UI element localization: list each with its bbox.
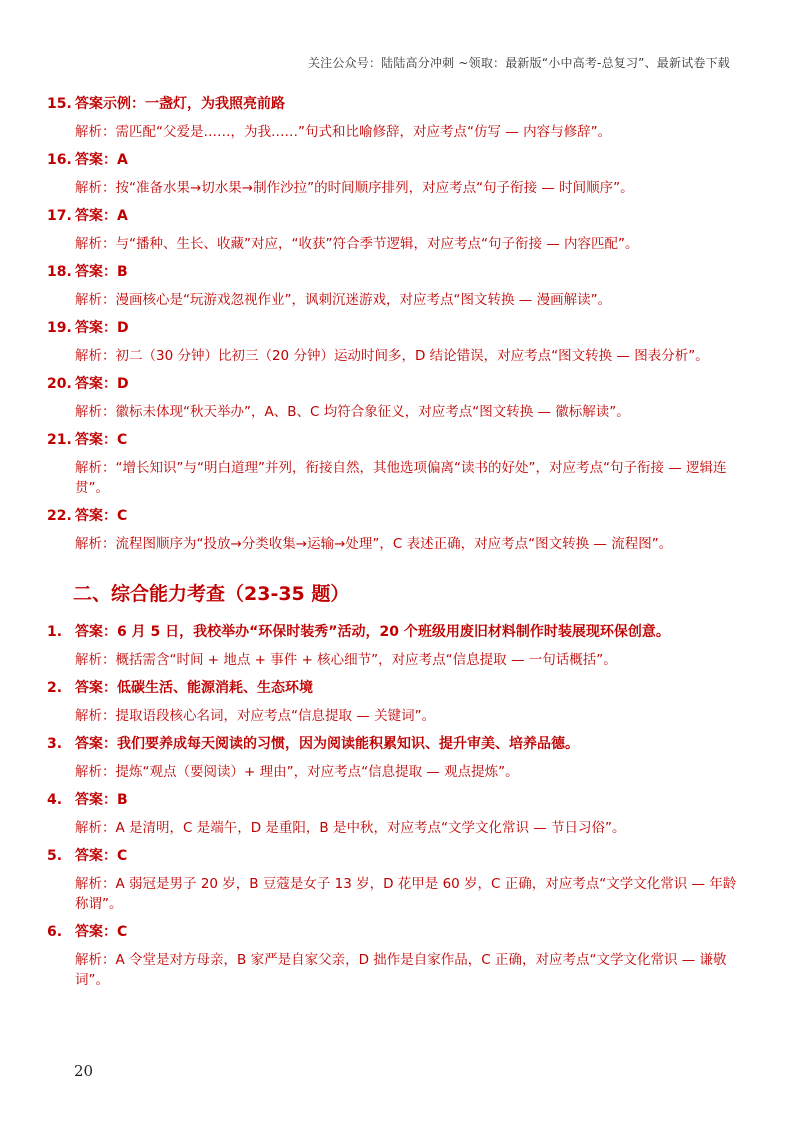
question-number: 18. xyxy=(47,264,72,280)
analysis-text: 解析：流程图顺序为“投放→分类收集→运输→处理”，C 表述正确，对应考点“图文转换 — 流程图”。 xyxy=(75,536,673,552)
answer-item-1 xyxy=(47,620,737,670)
answer-item-5 xyxy=(47,844,737,914)
answer-text: 答案：6 月 5 日，我校举办“环保时装秀”活动，20 个班级用废旧材料制作时装展现环保创意。 xyxy=(75,624,670,640)
analysis-text: 解析：徽标未体现“秋天举办”，A、B、C 均符合象征义，对应考点“图文转换 — 徽标解读”。 xyxy=(75,404,630,420)
answer-item-4 xyxy=(47,788,737,838)
analysis-text: 解析：漫画核心是“玩游戏忽视作业”，讽刺沉迷游戏，对应考点“图文转换 — 漫画解读”。 xyxy=(75,292,612,308)
answers-part1 xyxy=(47,92,737,554)
answer-text: 答案：B xyxy=(75,792,128,808)
answer-item-16 xyxy=(47,148,737,198)
answer-text: 答案：B xyxy=(75,264,128,280)
analysis-text: 解析：概括需含“时间 + 地点 + 事件 + 核心细节”，对应考点“信息提取 — 一句话概括”。 xyxy=(75,652,617,668)
answer-text: 答案：低碳生活、能源消耗、生态环境 xyxy=(75,680,313,696)
answers-part2 xyxy=(47,620,737,990)
question-number: 22. xyxy=(47,508,72,524)
answer-item-2 xyxy=(47,676,737,726)
answer-item-18 xyxy=(47,260,737,310)
question-number: 5. xyxy=(47,848,63,864)
answer-item-6 xyxy=(47,920,737,990)
answer-text: 答案：A xyxy=(75,152,128,168)
question-number: 1. xyxy=(47,624,63,640)
answer-text: 答案：C xyxy=(75,432,128,448)
answer-text: 答案：C xyxy=(75,924,128,940)
question-number: 16. xyxy=(47,152,72,168)
analysis-text: 解析：“增长知识”与“明白道理”并列，衔接自然，其他选项偏离“读书的好处”，对应考点“句子衔接 — 逻辑连贯”。 xyxy=(75,460,727,496)
analysis-text: 解析：提取语段核心名词，对应考点“信息提取 — 关键词”。 xyxy=(75,708,436,724)
answer-text: 答案：我们要养成每天阅读的习惯，因为阅读能积累知识、提升审美、培养品德。 xyxy=(75,736,579,752)
answer-text: 答案：A xyxy=(75,208,128,224)
question-number: 19. xyxy=(47,320,72,336)
question-number: 2. xyxy=(47,680,63,696)
page-number: 20 xyxy=(74,1062,94,1080)
answer-item-20 xyxy=(47,372,737,422)
answer-item-15 xyxy=(47,92,737,142)
question-number: 3. xyxy=(47,736,63,752)
answer-item-22 xyxy=(47,504,737,554)
analysis-text: 解析：按“准备水果→切水果→制作沙拉”的时间顺序排列，对应考点“句子衔接 — 时间顺序”。 xyxy=(75,180,634,196)
answer-item-21 xyxy=(47,428,737,498)
analysis-text: 解析：提炼“观点（要阅读）+ 理由”，对应考点“信息提取 — 观点提炼”。 xyxy=(75,764,519,780)
answer-item-3 xyxy=(47,732,737,782)
question-number: 17. xyxy=(47,208,72,224)
answer-text: 答案：C xyxy=(75,508,128,524)
analysis-text: 解析：A 令堂是对方母亲，B 家严是自家父亲，D 拙作是自家作品，C 正确，对应考点“文学文化常识 — 谦敬词”。 xyxy=(75,952,727,988)
analysis-text: 解析：A 弱冠是男子 20 岁，B 豆蔻是女子 13 岁，D 花甲是 60 岁，C 正确，对应考点“文学文化常识 — 年龄称谓”。 xyxy=(75,876,737,912)
page-header: 关注公众号：陆陆高分冲刺 ~领取：最新版“小中高考-总复习”、最新试卷下载 xyxy=(307,56,730,70)
answer-text: 答案示例：一盏灯，为我照亮前路 xyxy=(75,96,285,112)
answer-item-19 xyxy=(47,316,737,366)
answer-text: 答案：D xyxy=(75,320,129,336)
answer-content xyxy=(47,92,737,996)
analysis-text: 解析：A 是清明，C 是端午，D 是重阳，B 是中秋，对应考点“文学文化常识 — 节日习俗”。 xyxy=(75,820,626,836)
question-number: 6. xyxy=(47,924,63,940)
answer-item-17 xyxy=(47,204,737,254)
question-number: 20. xyxy=(47,376,72,392)
question-number: 21. xyxy=(47,432,72,448)
question-number: 15. xyxy=(47,96,72,112)
answer-text: 答案：D xyxy=(75,376,129,392)
analysis-text: 解析：与“播种、生长、收藏”对应，“收获”符合季节逻辑，对应考点“句子衔接 — 内容匹配”。 xyxy=(75,236,639,252)
question-number: 4. xyxy=(47,792,63,808)
analysis-text: 解析：需匹配“父爱是……，为我……”句式和比喻修辞，对应考点“仿写 — 内容与修辞”。 xyxy=(75,124,612,140)
section-title: 二、综合能力考查（23-35 题） xyxy=(73,583,350,605)
answer-text: 答案：C xyxy=(75,848,128,864)
analysis-text: 解析：初二（30 分钟）比初三（20 分钟）运动时间多，D 结论错误，对应考点“图文转换 — 图表分析”。 xyxy=(75,348,709,364)
